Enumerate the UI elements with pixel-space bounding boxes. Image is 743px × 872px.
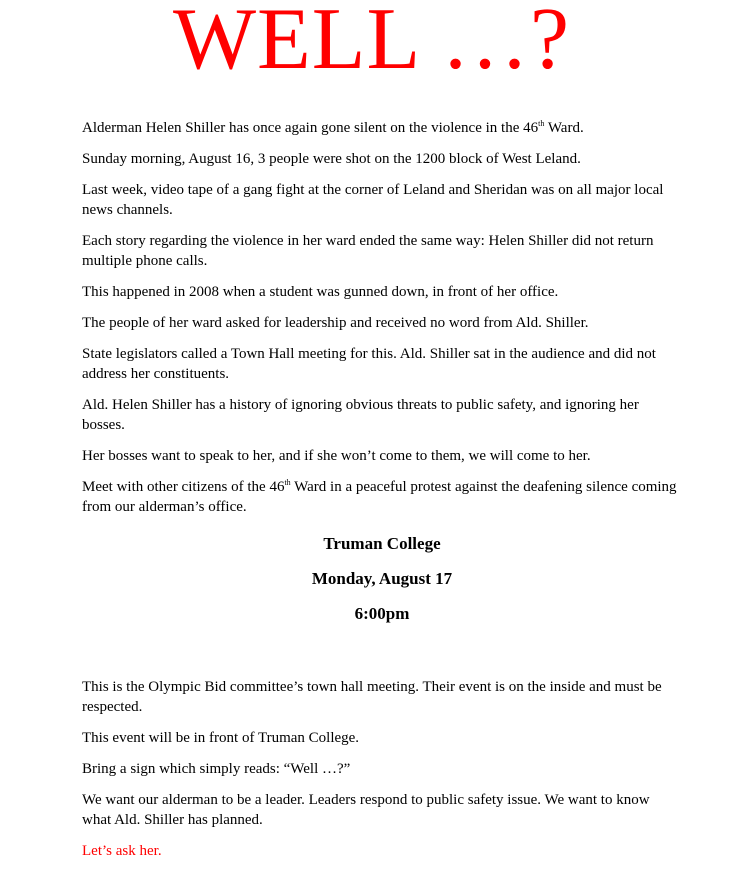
event-details [82,532,682,626]
paragraph-meet-text: Meet with other citizens of the 46 [82,479,285,495]
ordinal-suffix: th [284,478,291,487]
paragraph-gang-fight: Last week, video tape of a gang fight at the corner of Leland and Sheridan was on all major local news channels. [82,182,664,218]
ordinal-suffix: th [538,119,545,128]
paragraph-silence-end: Ward. [544,120,584,136]
paragraph-olympic-bid: This is the Olympic Bid committee’s town hall meeting. Their event is on the inside and must be respected. [82,679,662,715]
paragraph-shooting: Sunday morning, August 16, 3 people were shot on the 1200 block of West Leland. [82,151,581,167]
paragraph-phone-calls: Each story regarding the violence in her ward ended the same way: Helen Shiller did not return multiple phone calls. [82,233,654,269]
event-time: 6:00pm [354,604,410,623]
paragraph-bosses: Her bosses want to speak to her, and if she won’t come to them, we will come to her. [82,448,591,464]
paragraph-2008: This happened in 2008 when a student was gunned down, in front of her office. [82,284,559,300]
headline: WELL …? [172,0,571,88]
paragraph-history: Ald. Helen Shiller has a history of ignoring obvious threats to public safety, and ignoring her bosses. [82,397,639,433]
closing-call-to-action: Let’s ask her. [82,843,162,859]
paragraph-front-of-college: This event will be in front of Truman College. [82,730,360,746]
paragraph-sign: Bring a sign which simply reads: “Well …?” [82,761,351,777]
paragraph-town-hall: State legislators called a Town Hall meeting for this. Ald. Shiller sat in the audience and did not address her constituents. [82,346,656,382]
paragraph-alderman-leader: We want our alderman to be a leader. Leaders respond to public safety issue. We want to know what Ald. Shiller has planned. [82,792,650,828]
paragraph-silence [82,118,682,138]
event-location: Truman College [323,534,441,553]
paragraph-silence-text: Alderman Helen Shiller has once again gone silent on the violence in the 46 [82,120,539,136]
spacer [82,637,682,677]
paragraph-leadership: The people of her ward asked for leadership and received no word from Ald. Shiller. [82,315,589,331]
flyer-body [82,118,682,872]
paragraph-meet [82,477,682,517]
paragraph-meet-end: Ward in a peaceful protest against the deafening silence coming from our alderman’s office. [82,479,677,515]
event-date: Monday, August 17 [311,569,453,588]
